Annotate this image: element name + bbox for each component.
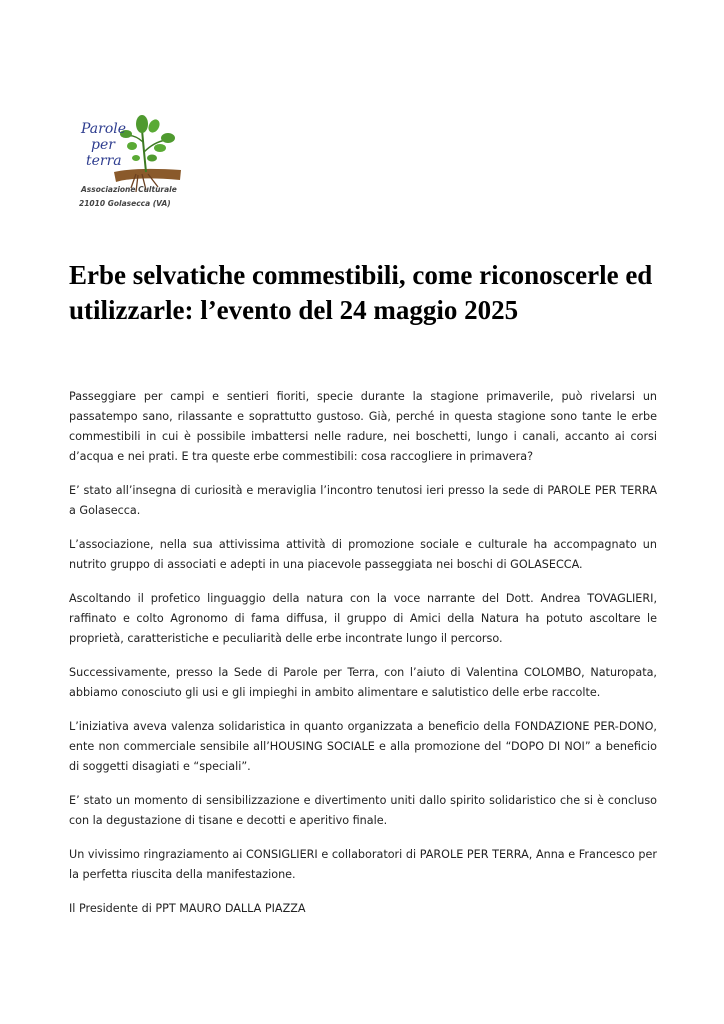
paragraph: Successivamente, presso la Sede di Parole per Terra, con l’aiuto di Valentina COLOMBO, Naturopata, abbiamo conosciuto gli usi e gli impieghi in ambito alimentare e salutistico delle erbe raccolte. [69, 666, 657, 699]
logo-word-per: per [91, 137, 115, 153]
paragraph: Ascoltando il profetico linguaggio della natura con la voce narrante del Dott. Andrea TOVAGLIERI, raffinato e colto Agronomo di fama diffusa, il gruppo di Amici della Natura ha potuto ascoltare le proprietà, caratteristiche e peculiarità delle erbe incontrate lungo il percorso. [69, 592, 657, 645]
paragraph: Passeggiare per campi e sentieri fioriti, specie durante la stagione primaverile, può rivelarsi un passatempo sano, rilassante e soprattutto gustoso. Già, perché in questa stagione sono tante le erbe commestibili in cui è possibile imbattersi nelle radure, nei boschetti, lungo i canali, accanto ai corsi d’acqua e nei prati. E tra queste erbe commestibili: cosa raccogliere in primavera? [69, 390, 657, 463]
paragraph: Un vivissimo ringraziamento ai CONSIGLIERI e collaboratori di PAROLE PER TERRA, Anna e Francesco per la perfetta riuscita della manifestazione. [69, 848, 657, 881]
logo-word-parole: Parole [81, 121, 127, 137]
paragraph: E’ stato all’insegna di curiosità e meraviglia l’incontro tenutosi ieri presso la sede di PAROLE PER TERRA a Golasecca. [69, 484, 657, 517]
logo-word-terra: terra [86, 153, 122, 169]
article-body [69, 387, 657, 933]
logo-address: 21010 Golasecca (VA) [79, 199, 171, 208]
paragraph: L’associazione, nella sua attivissima attività di promozione sociale e culturale ha accompagnato un nutrito gruppo di associati e adepti in una piacevole passeggiata nei boschi di GOLASECCA. [69, 538, 657, 571]
signature: Il Presidente di PPT MAURO DALLA PIAZZA [69, 902, 306, 915]
association-logo [76, 112, 196, 212]
paragraph: E’ stato un momento di sensibilizzazione e divertimento uniti dallo spirito solidaristico che si è concluso con la degustazione di tisane e decotti e aperitivo finale. [69, 794, 657, 827]
logo-subtitle: Associazione Culturale [81, 185, 177, 194]
paragraph: L’iniziativa aveva valenza solidaristica in quanto organizzata a beneficio della FONDAZIONE PER-DONO, ente non commerciale sensibile all’HOUSING SOCIALE e alla promozione del “DOPO DI NOI” a beneficio di soggetti disagiati e “speciali”. [69, 720, 657, 773]
article-title: Erbe selvatiche commestibili, come riconoscerle ed utilizzarle: l’evento del 24 maggio 2025 [69, 260, 653, 325]
